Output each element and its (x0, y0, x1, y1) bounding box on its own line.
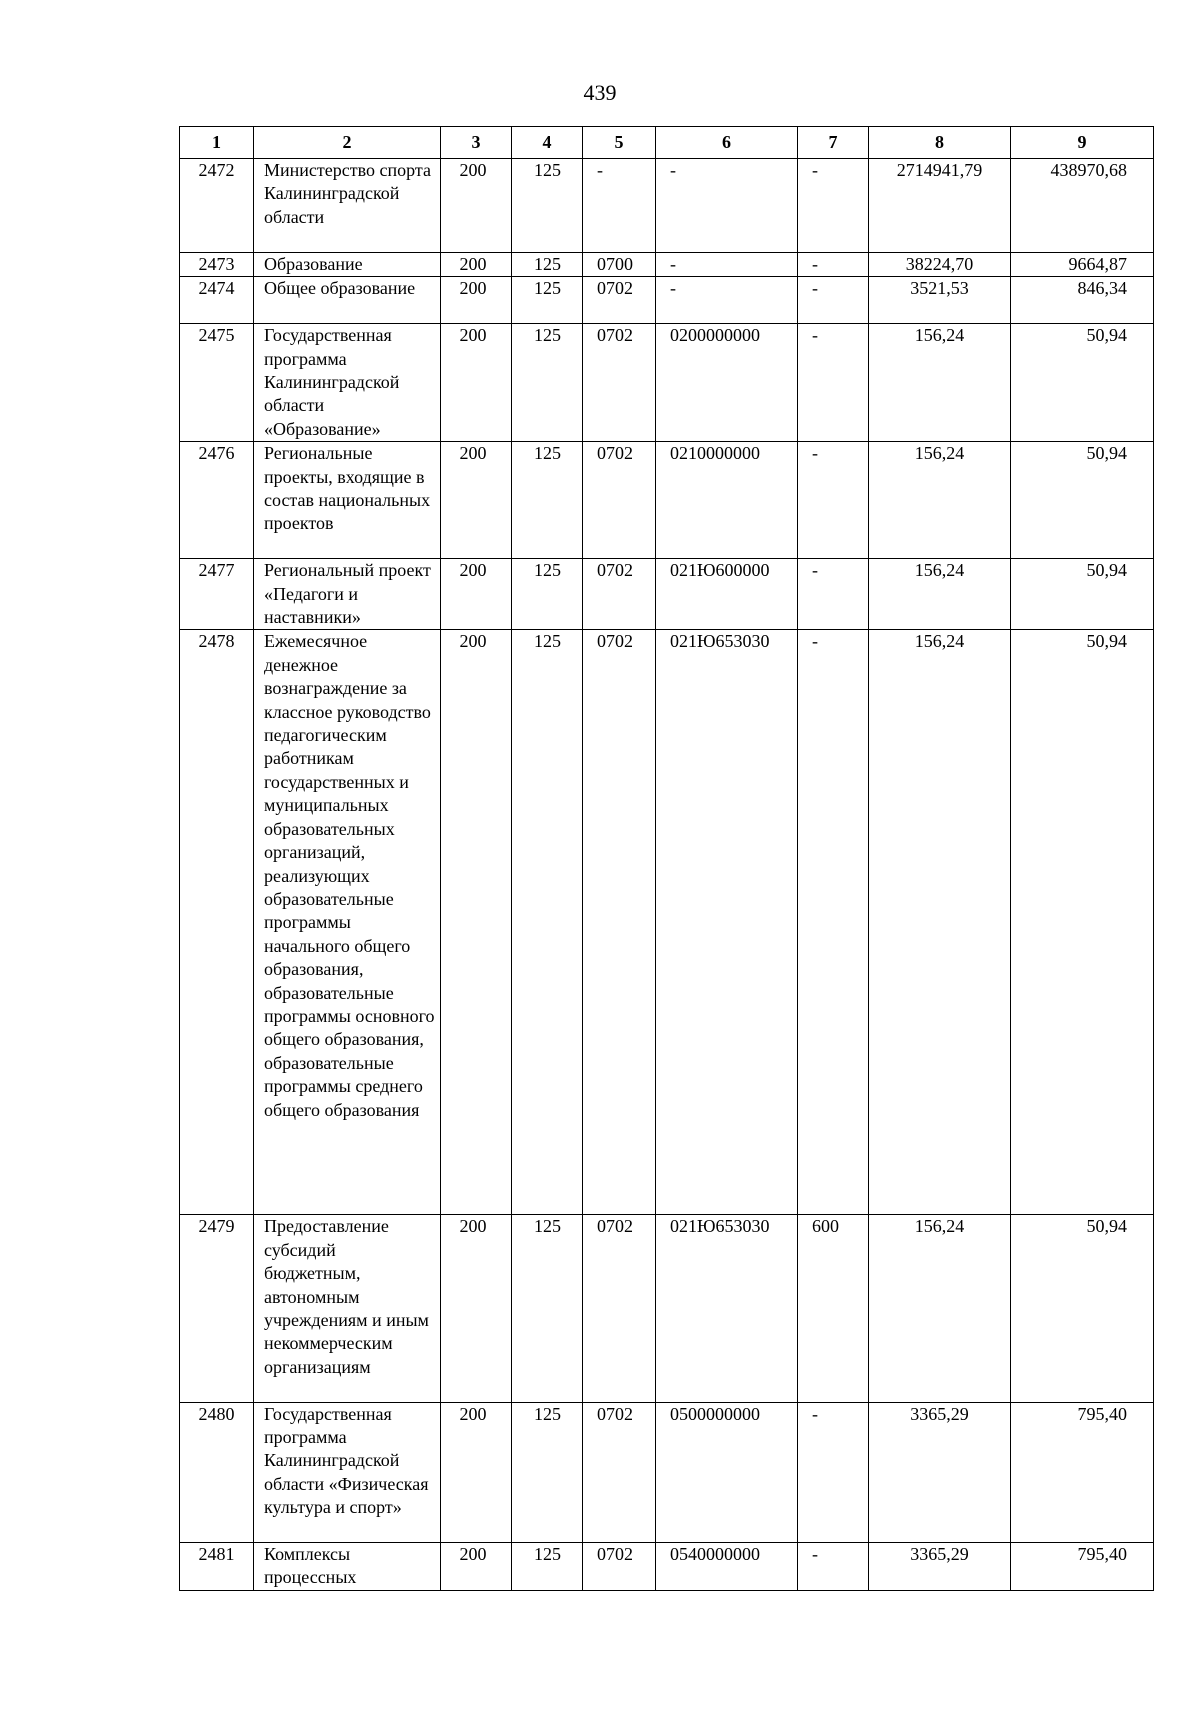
code-col4: 125 (512, 1402, 583, 1542)
row-number: 2477 (180, 559, 254, 630)
column-header-2: 2 (254, 127, 441, 159)
table-row (180, 559, 1154, 630)
row-name: Предоставление субсидий бюджетным, автономным учреждениям и иным некоммерческим организациям (254, 1215, 441, 1402)
code-col6: 0210000000 (656, 442, 798, 559)
code-col5: 0702 (583, 442, 656, 559)
code-col3: 200 (441, 442, 512, 559)
amount-col9: 795,40 (1011, 1543, 1154, 1591)
amount-col8: 3365,29 (869, 1543, 1011, 1591)
code-col4: 125 (512, 1215, 583, 1402)
table-row (180, 1402, 1154, 1542)
code-col3: 200 (441, 1215, 512, 1402)
amount-col9: 50,94 (1011, 559, 1154, 630)
code-col6: - (656, 253, 798, 277)
table-row (180, 277, 1154, 324)
row-name: Региональные проекты, входящие в состав национальных проектов (254, 442, 441, 559)
amount-col8: 156,24 (869, 630, 1011, 1215)
row-name: Государственная программа Калининградской области «Образование» (254, 324, 441, 442)
column-header-5: 5 (583, 127, 656, 159)
column-header-1: 1 (180, 127, 254, 159)
row-number: 2476 (180, 442, 254, 559)
code-col7: - (798, 559, 869, 630)
code-col7: - (798, 442, 869, 559)
amount-col8: 2714941,79 (869, 159, 1011, 253)
code-col6: - (656, 159, 798, 253)
table-row (180, 442, 1154, 559)
code-col7: - (798, 159, 869, 253)
code-col4: 125 (512, 559, 583, 630)
code-col6: 021Ю653030 (656, 1215, 798, 1402)
table-row (180, 253, 1154, 277)
table-body (180, 159, 1154, 1591)
code-col6: 021Ю653030 (656, 630, 798, 1215)
row-number: 2475 (180, 324, 254, 442)
code-col3: 200 (441, 253, 512, 277)
amount-col9: 9664,87 (1011, 253, 1154, 277)
code-col4: 125 (512, 630, 583, 1215)
row-number: 2481 (180, 1543, 254, 1591)
code-col6: - (656, 277, 798, 324)
column-header-3: 3 (441, 127, 512, 159)
row-number: 2473 (180, 253, 254, 277)
row-name: Министерство спорта Калининградской области (254, 159, 441, 253)
code-col3: 200 (441, 1402, 512, 1542)
row-number: 2472 (180, 159, 254, 253)
code-col5: 0700 (583, 253, 656, 277)
budget-table (179, 126, 1154, 1591)
code-col3: 200 (441, 1543, 512, 1591)
table-row (180, 1543, 1154, 1591)
amount-col9: 846,34 (1011, 277, 1154, 324)
code-col3: 200 (441, 277, 512, 324)
page-number: 439 (583, 80, 617, 105)
code-col4: 125 (512, 253, 583, 277)
code-col4: 125 (512, 277, 583, 324)
amount-col8: 156,24 (869, 1215, 1011, 1402)
row-name: Образование (254, 253, 441, 277)
code-col5: 0702 (583, 1215, 656, 1402)
row-number: 2479 (180, 1215, 254, 1402)
amount-col9: 50,94 (1011, 630, 1154, 1215)
code-col3: 200 (441, 159, 512, 253)
amount-col8: 38224,70 (869, 253, 1011, 277)
table-header-row (180, 127, 1154, 159)
code-col5: 0702 (583, 277, 656, 324)
code-col4: 125 (512, 442, 583, 559)
code-col5: 0702 (583, 1402, 656, 1542)
code-col6: 021Ю600000 (656, 559, 798, 630)
row-name: Государственная программа Калининградской области «Физическая культура и спорт» (254, 1402, 441, 1542)
column-header-8: 8 (869, 127, 1011, 159)
amount-col9: 50,94 (1011, 1215, 1154, 1402)
row-name: Общее образование (254, 277, 441, 324)
row-name: Региональный проект «Педагоги и наставники» (254, 559, 441, 630)
row-name: Комплексы процессных (254, 1543, 441, 1591)
row-number: 2478 (180, 630, 254, 1215)
code-col4: 125 (512, 324, 583, 442)
code-col5: 0702 (583, 630, 656, 1215)
code-col7: - (798, 1402, 869, 1542)
table-row (180, 1215, 1154, 1402)
amount-col9: 438970,68 (1011, 159, 1154, 253)
code-col7: 600 (798, 1215, 869, 1402)
code-col5: - (583, 159, 656, 253)
column-header-6: 6 (656, 127, 798, 159)
code-col6: 0540000000 (656, 1543, 798, 1591)
code-col7: - (798, 277, 869, 324)
amount-col8: 156,24 (869, 442, 1011, 559)
column-header-4: 4 (512, 127, 583, 159)
code-col5: 0702 (583, 1543, 656, 1591)
row-number: 2480 (180, 1402, 254, 1542)
code-col3: 200 (441, 630, 512, 1215)
amount-col8: 3365,29 (869, 1402, 1011, 1542)
code-col3: 200 (441, 559, 512, 630)
amount-col8: 3521,53 (869, 277, 1011, 324)
code-col7: - (798, 630, 869, 1215)
code-col7: - (798, 1543, 869, 1591)
code-col3: 200 (441, 324, 512, 442)
amount-col9: 50,94 (1011, 442, 1154, 559)
code-col5: 0702 (583, 559, 656, 630)
amount-col8: 156,24 (869, 559, 1011, 630)
code-col6: 0500000000 (656, 1402, 798, 1542)
code-col4: 125 (512, 1543, 583, 1591)
row-number: 2474 (180, 277, 254, 324)
code-col6: 0200000000 (656, 324, 798, 442)
row-name: Ежемесячное денежное вознаграждение за классное руководство педагогическим работникам государственных и муниципальных образовательных организаций, реализующих образовательные программы начального общего образования, образовательные программы основного общего образования, образовательные программы среднего общего образования (254, 630, 441, 1215)
amount-col9: 795,40 (1011, 1402, 1154, 1542)
column-header-7: 7 (798, 127, 869, 159)
amount-col8: 156,24 (869, 324, 1011, 442)
column-header-9: 9 (1011, 127, 1154, 159)
code-col7: - (798, 253, 869, 277)
code-col4: 125 (512, 159, 583, 253)
code-col7: - (798, 324, 869, 442)
amount-col9: 50,94 (1011, 324, 1154, 442)
table-row (180, 324, 1154, 442)
code-col5: 0702 (583, 324, 656, 442)
table-row (180, 159, 1154, 253)
table-row (180, 630, 1154, 1215)
